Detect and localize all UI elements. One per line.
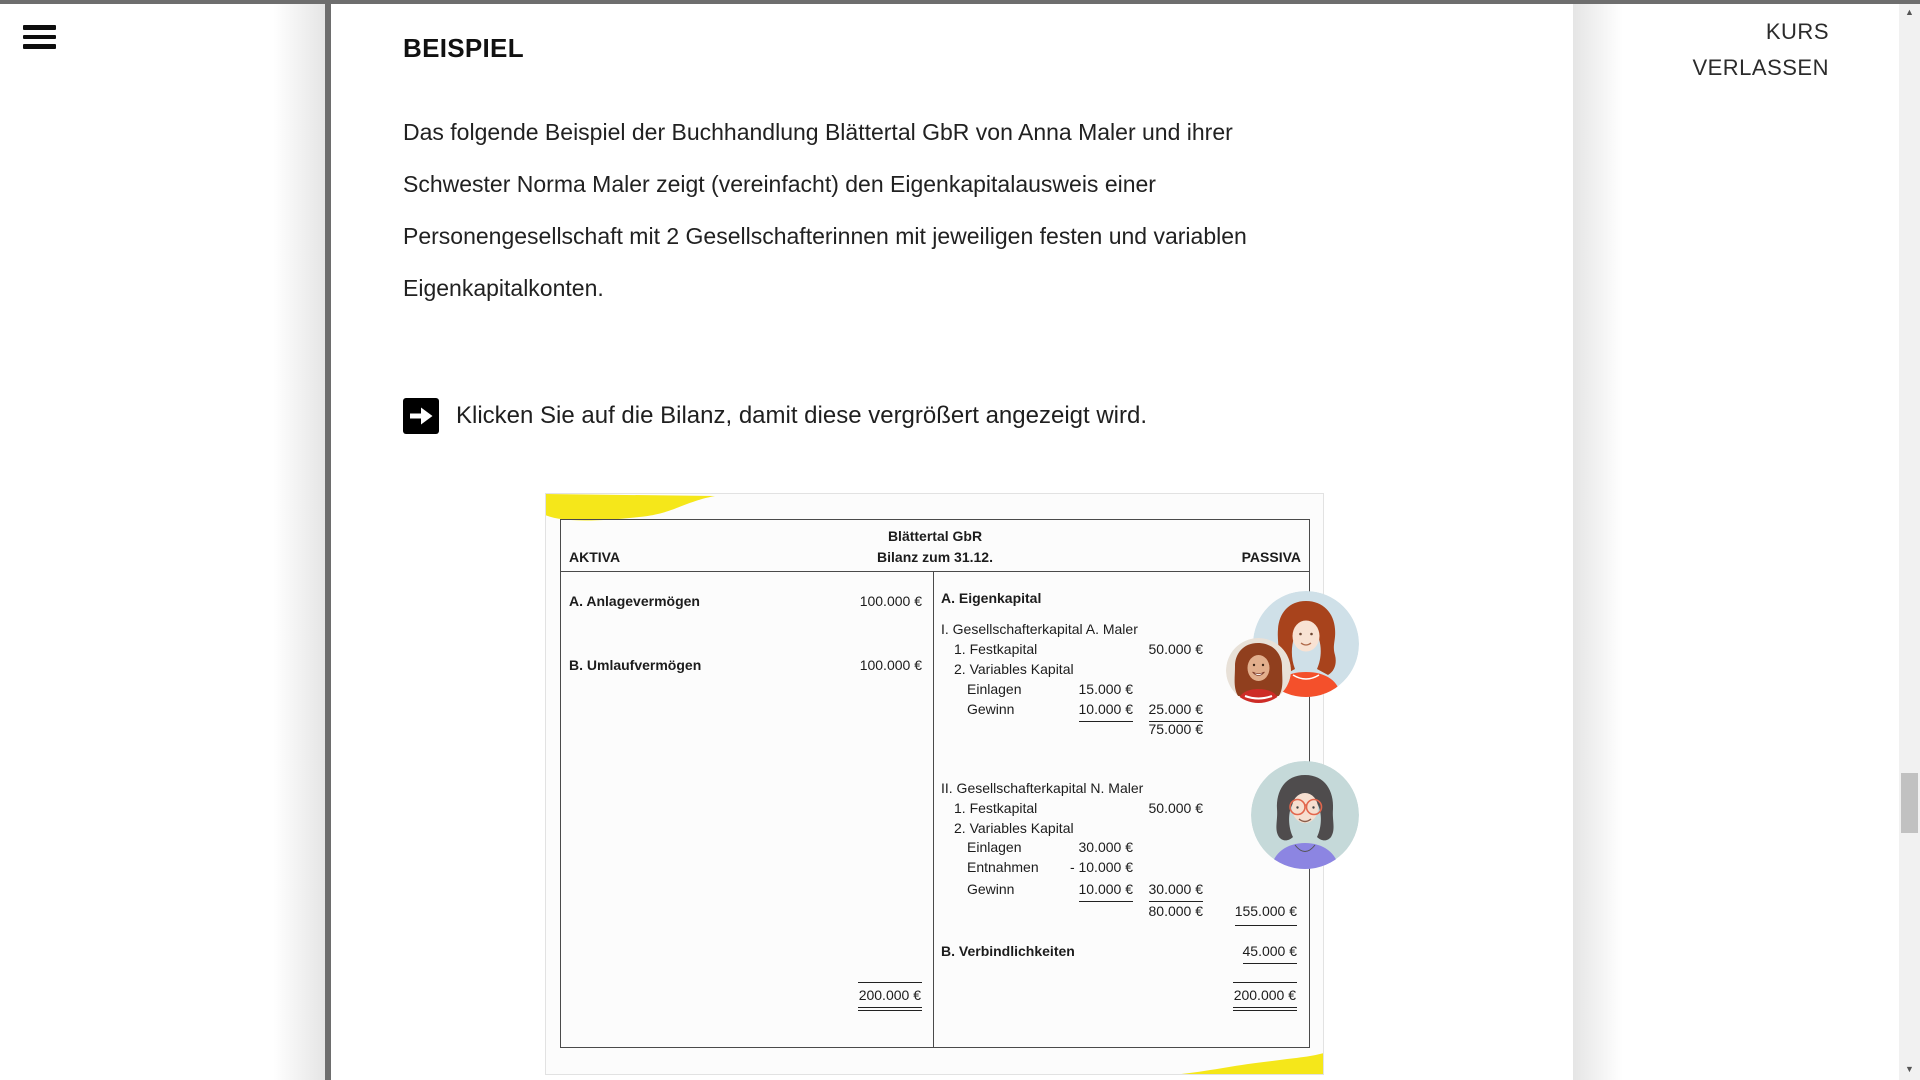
bilanz-table	[560, 519, 1310, 1048]
cell-label: Entnahmen	[967, 859, 1039, 875]
aktiva-header: AKTIVA	[569, 549, 621, 565]
cell-value: 100.000 €	[859, 657, 922, 673]
cell-label: Gewinn	[967, 881, 1015, 897]
cell-value: 10.000 €	[1079, 699, 1134, 722]
menu-icon-bar	[23, 25, 56, 30]
table-row	[933, 588, 1310, 608]
cell-value: 15.000 €	[1078, 681, 1133, 697]
cell-label: A. Anlagevermögen	[569, 593, 700, 609]
cell-label: Gewinn	[967, 701, 1015, 717]
cell-value: 80.000 €	[1148, 903, 1203, 919]
cell-label: Einlagen	[967, 839, 1022, 855]
menu-icon[interactable]	[23, 22, 57, 52]
yellow-accent-shape	[1172, 1053, 1324, 1075]
panel-shadow	[1573, 4, 1623, 1080]
bilanz-image[interactable]	[545, 493, 1324, 1075]
table-row	[933, 837, 1310, 857]
left-sidebar-panel	[0, 4, 325, 1080]
page-title: BEISPIEL	[403, 33, 524, 63]
cell-value: 50.000 €	[1148, 800, 1203, 816]
cell-label: B. Verbindlichkeiten	[941, 943, 1075, 959]
cell-value: 10.000 €	[1079, 879, 1134, 902]
cell-label: II. Gesellschafterkapital N. Maler	[941, 780, 1144, 796]
cell-value: - 10.000 €	[1069, 859, 1133, 875]
menu-icon-bar	[23, 35, 56, 40]
scroll-down-icon[interactable]: ▼	[1905, 1064, 1914, 1074]
bilanz-table-header	[561, 520, 1309, 572]
arrow-right-icon	[403, 398, 439, 434]
table-row	[933, 857, 1310, 877]
cell-value: 30.000 €	[1149, 879, 1204, 902]
table-row	[561, 591, 933, 611]
callout-text: Klicken Sie auf die Bilanz, damit diese vergrößert angezeigt wird.	[456, 402, 1148, 429]
paragraph-line: Personengesellschaft mit 2 Gesellschafterinnen mit jeweiligen festen und variablen	[403, 223, 1247, 249]
scrollbar-thumb[interactable]	[1901, 773, 1918, 833]
cell-value: 45.000 €	[1243, 941, 1298, 964]
right-panel	[1573, 4, 1899, 1080]
cell-value: 100.000 €	[859, 593, 922, 609]
cell-label: 2. Variables Kapital	[954, 820, 1074, 836]
cell-label: Einlagen	[967, 681, 1022, 697]
avatar-norma-maler-illustration	[1251, 761, 1359, 869]
table-row	[561, 655, 933, 675]
table-row	[933, 719, 1310, 739]
table-row	[933, 879, 1310, 899]
company-name: Blättertal GbR	[887, 528, 983, 544]
aktiva-total: 200.000 €	[858, 982, 922, 1011]
paragraph-line: Eigenkapitalkonten.	[403, 275, 604, 301]
cell-value: 25.000 €	[1149, 699, 1204, 722]
cell-value: 75.000 €	[1148, 721, 1203, 737]
paragraph-line: Schwester Norma Maler zeigt (vereinfacht) den Eigenkapitalausweis einer	[403, 171, 1156, 197]
exit-course-button[interactable]	[1692, 14, 1829, 86]
page-scrollbar[interactable]	[1899, 0, 1920, 1080]
cell-value: 50.000 €	[1148, 641, 1203, 657]
balance-sheet-date: Bilanz zum 31.12.	[877, 549, 993, 565]
cell-label: 1. Festkapital	[954, 800, 1038, 816]
window-top-strip	[0, 0, 1920, 4]
table-row	[933, 982, 1310, 1002]
menu-icon-bar	[23, 44, 56, 49]
table-row	[933, 941, 1310, 961]
table-row	[561, 982, 933, 1002]
cell-label: I. Gesellschafterkapital A. Maler	[941, 621, 1138, 637]
cell-label: B. Umlaufvermögen	[569, 657, 702, 673]
table-row	[933, 778, 1310, 798]
exit-course-line2: VERLASSEN	[1692, 55, 1829, 80]
table-row	[933, 901, 1310, 921]
passiva-total: 200.000 €	[1233, 982, 1297, 1011]
panel-shadow	[273, 4, 325, 1080]
exit-course-line1: KURS	[1765, 19, 1829, 44]
cell-label: A. Eigenkapital	[941, 590, 1042, 606]
cell-label: 2. Variables Kapital	[954, 661, 1074, 677]
scroll-up-icon[interactable]: ▲	[1905, 7, 1914, 17]
cell-value: 30.000 €	[1078, 839, 1133, 855]
passiva-header: PASSIVA	[1241, 549, 1301, 565]
cell-value: 155.000 €	[1235, 901, 1297, 926]
paragraph-line: Das folgende Beispiel der Buchhandlung Blättertal GbR von Anna Maler und ihrer	[403, 119, 1233, 145]
avatar-anna-maler-photo	[1226, 638, 1291, 703]
cell-label: 1. Festkapital	[954, 641, 1038, 657]
intro-paragraph	[403, 106, 1463, 314]
